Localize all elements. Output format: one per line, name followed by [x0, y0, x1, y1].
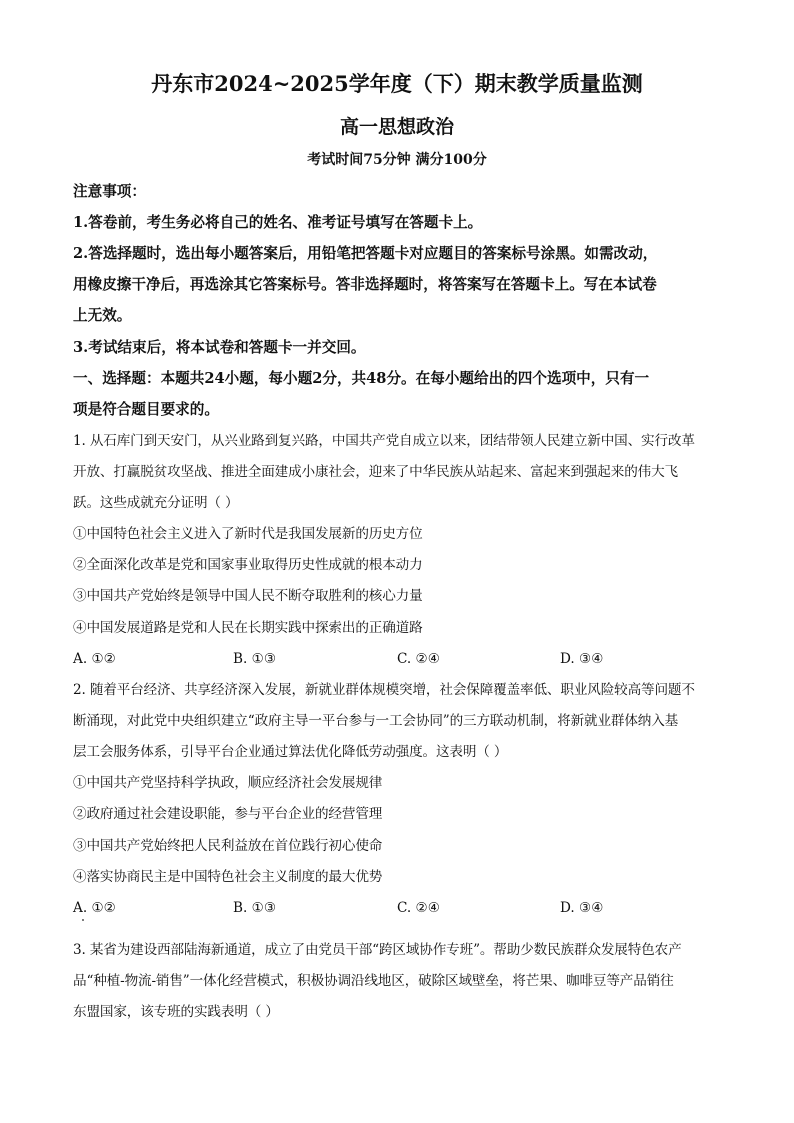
question-3-stem-line-1: 3. 某省为建设西部陆海新通道，成立了由党员干部“跨区域协作专班”。帮助少数民族群众发展特色农产 — [73, 942, 682, 958]
question-2-option-b: B. ①③ — [233, 900, 277, 916]
question-1-statement-1: ①中国特色社会主义进入了新时代是我国发展新的历史方位 — [73, 526, 423, 542]
question-2-stem-line-2: 断涌现，对此党中央组织建立“政府主导一平台参与一工会协同”的三方联动机制，将新就业群体纳入基 — [73, 713, 679, 729]
notice-item-1: 1.答卷前，考生务必将自己的姓名、准考证号填写在答题卡上。 — [73, 214, 483, 231]
question-2-statement-3: ③中国共产党始终把人民利益放在首位践行初心使命 — [73, 838, 383, 854]
subject-title: 高一思想政治 — [339, 116, 454, 138]
question-2-option-c: C. ②④ — [397, 900, 440, 916]
question-1-statement-4: ④中国发展道路是党和人民在长期实践中探索出的正确道路 — [73, 620, 423, 636]
question-1-stem-line-1: 1. 从石库门到天安门，从兴业路到复兴路，中国共产党自成立以来，团结带领人民建立新中国、实行改革 — [73, 433, 695, 449]
question-1-stem-line-2: 开放、打赢脱贫攻坚战、推进全面建成小康社会，迎来了中华民族从站起来、富起来到强起来的伟大飞 — [73, 464, 678, 480]
question-3-stem-line-2: 品“种植-物流-销售”一体化经营模式，积极协调沿线地区，破除区域壁垒，将芒果、咖啡豆等产品销往 — [73, 973, 674, 989]
exam-title: 丹东市2024~2025学年度（下）期末教学质量监测 — [151, 71, 643, 96]
stray-dot-mark — [82, 919, 84, 921]
exam-info: 考试时间75分钟 满分100分 — [307, 152, 487, 168]
question-2-option-a: A. ①② — [73, 900, 116, 916]
question-1-statement-3: ③中国共产党始终是领导中国人民不断夺取胜利的核心力量 — [73, 588, 423, 604]
question-2-statement-4: ④落实协商民主是中国特色社会主义制度的最大优势 — [73, 869, 383, 885]
question-1-statement-2: ②全面深化改革是党和国家事业取得历史性成就的根本动力 — [73, 557, 423, 573]
section-heading-line-1: 一、选择题：本题共24小题，每小题2分，共48分。在每小题给出的四个选项中，只有一 — [73, 370, 650, 387]
question-1-option-a: A. ①② — [73, 651, 116, 667]
question-2-statement-1: ①中国共产党坚持科学执政，顺应经济社会发展规律 — [73, 775, 383, 791]
question-2-stem-line-1: 2. 随着平台经济、共享经济深入发展，新就业群体规模突增，社会保障覆盖率低、职业风险较高等问题不 — [73, 682, 695, 698]
notice-item-2-line-2: 用橡皮擦干净后，再选涂其它答案标号。答非选择题时，将答案写在答题卡上。写在本试卷 — [73, 276, 657, 293]
question-2-statement-2: ②政府通过社会建设职能，参与平台企业的经营管理 — [73, 806, 383, 822]
question-1-option-d: D. ③④ — [560, 651, 604, 667]
question-2-option-d: D. ③④ — [560, 900, 604, 916]
question-1-stem-line-3: 跃。这些成就充分证明（ ） — [73, 495, 239, 511]
question-2-stem-line-3: 层工会服务体系，引导平台企业通过算法优化降低劳动强度。这表明（ ） — [73, 744, 508, 760]
notice-heading: 注意事项： — [73, 183, 146, 200]
notice-item-3: 3.考试结束后，将本试卷和答题卡一并交回。 — [73, 339, 366, 356]
section-heading-line-2: 项是符合题目要求的。 — [73, 401, 219, 418]
question-1-option-b: B. ①③ — [233, 651, 277, 667]
question-1-option-c: C. ②④ — [397, 651, 440, 667]
notice-item-2-line-1: 2.答选择题时，选出每小题答案后，用铅笔把答题卡对应题目的答案标号涂黑。如需改动， — [73, 245, 658, 262]
question-2-options — [73, 898, 723, 918]
question-1-options — [73, 649, 723, 669]
question-3-stem-line-3: 东盟国家，该专班的实践表明（ ） — [73, 1004, 279, 1020]
notice-item-2-line-3: 上无效。 — [73, 307, 132, 324]
